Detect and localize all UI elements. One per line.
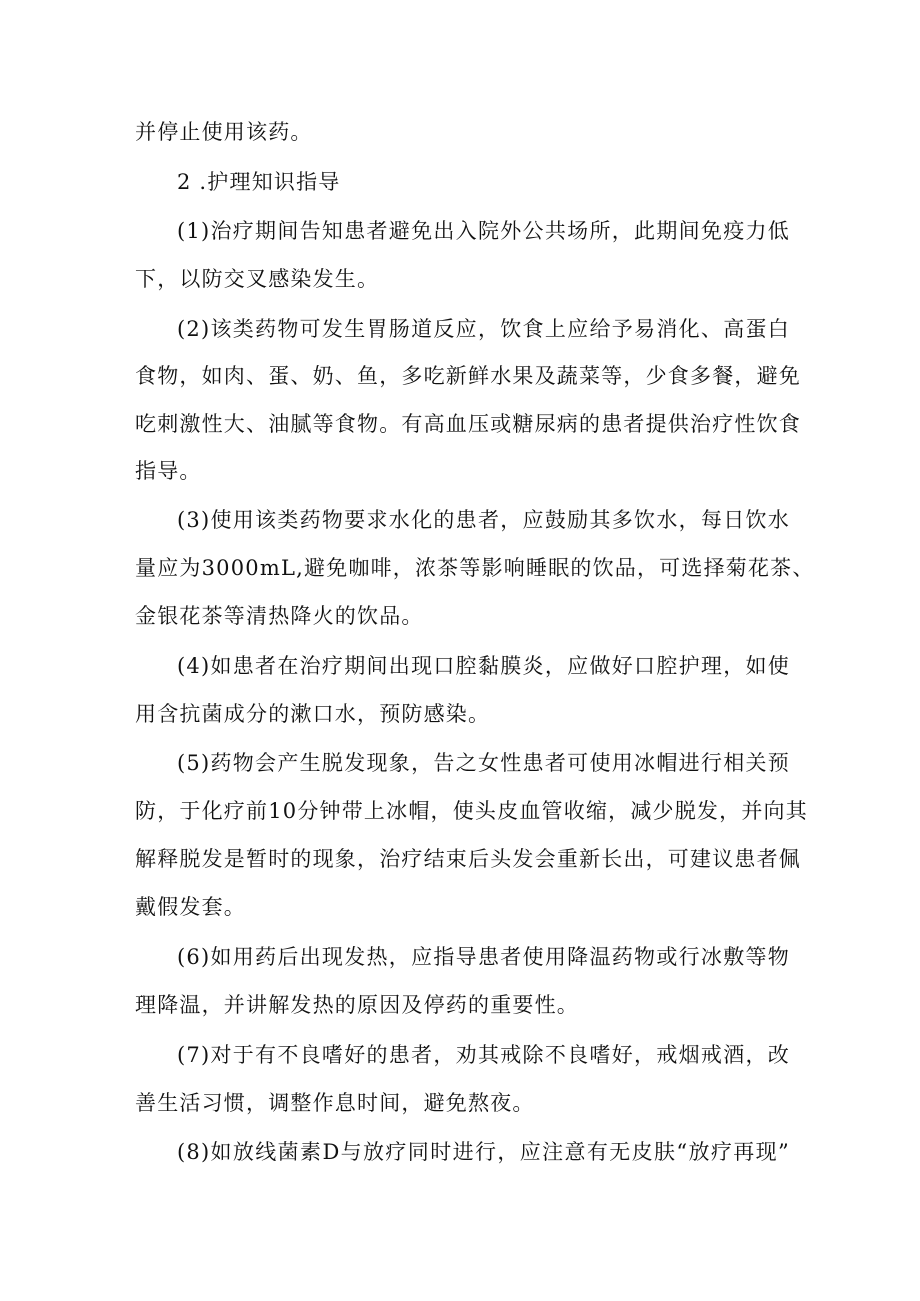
text-line: (2)该类药物可发生胃肠道反应，饮食上应给予易消化、高蛋白 — [177, 317, 790, 341]
text-line: (3)使用该类药物要求水化的患者，应鼓励其多饮水，每日饮水 — [177, 508, 790, 532]
text-line: 解释脱发是暂时的现象，治疗结束后头发会重新长出，可建议患者佩 — [135, 847, 801, 871]
text-line: 吃刺激性大、油腻等食物。有高血压或糖尿病的患者提供治疗性饮食 — [135, 412, 801, 436]
text-line: (4)如患者在治疗期间出现口腔黏膜炎，应做好口腔护理，如使 — [177, 654, 790, 678]
text-line: 并停止使用该药。 — [135, 120, 313, 144]
text-line: (8)如放线菌素D与放疗同时进行，应注意有无皮肤“放疗再现” — [177, 1140, 790, 1164]
text-line: 下，以防交叉感染发生。 — [135, 267, 380, 291]
text-line: 量应为3000mL,避免咖啡，浓茶等影响睡眠的饮品，可选择菊花茶、 — [135, 556, 815, 580]
text-line: (5)药物会产生脱发现象，告之女性患者可使用冰帽进行相关预 — [177, 751, 790, 775]
text-line: 食物，如肉、蛋、奶、鱼，多吃新鲜水果及蔬菜等，少食多餐，避免 — [135, 364, 801, 388]
text-line: 防，于化疗前10分钟带上冰帽，使头皮血管收缩，减少脱发，并向其 — [135, 799, 808, 823]
text-line: 善生活习惯，调整作息时间，避免熬夜。 — [135, 1091, 535, 1115]
text-line: 戴假发套。 — [135, 895, 246, 919]
text-line: (7)对于有不良嗜好的患者，劝其戒除不良嗜好，戒烟戒酒，改 — [177, 1043, 790, 1067]
text-line: 用含抗菌成分的漱口水，预防感染。 — [135, 702, 491, 726]
text-line: 理降温，并讲解发热的原因及停药的重要性。 — [135, 993, 579, 1017]
text-line: 指导。 — [135, 459, 202, 483]
text-line: (1)治疗期间告知患者避免出入院外公共场所，此期间免疫力低 — [177, 219, 790, 243]
text-line: (6)如用药后出现发热，应指导患者使用降温药物或行冰敷等物 — [177, 945, 790, 969]
text-line: 金银花茶等清热降火的饮品。 — [135, 604, 424, 628]
section-heading: 2 .护理知识指导 — [177, 170, 341, 194]
